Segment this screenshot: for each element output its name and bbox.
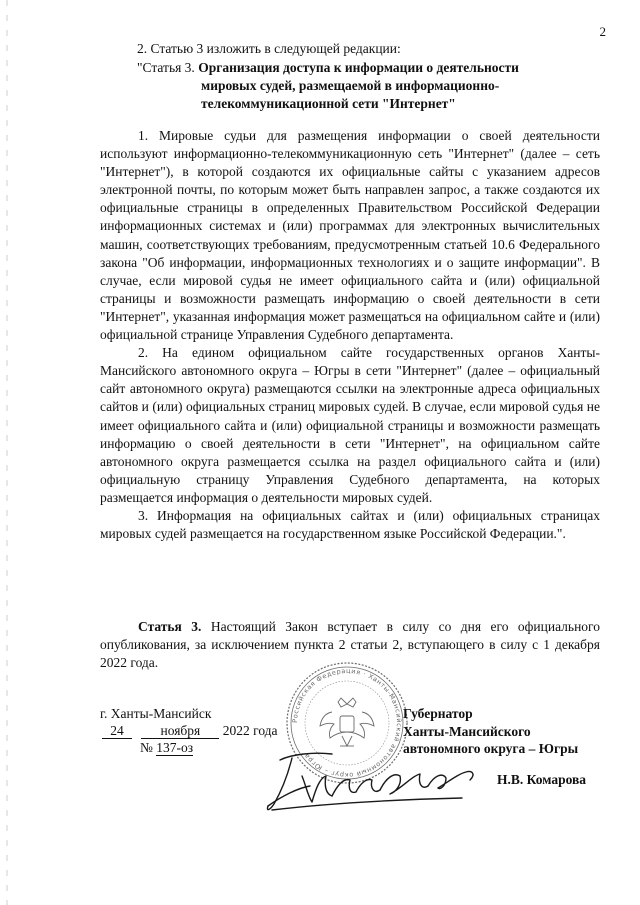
paragraph-3: 3. Информация на официальных сайтах и (или) официальных страницах мировых судей размещается на государственном языке Российской Федерации.".: [100, 507, 600, 542]
page-number: 2: [599, 24, 606, 39]
governor-line2: Ханты-Мансийского: [403, 723, 531, 739]
scan-edge: [6, 0, 8, 905]
amendment-intro: 2. Статью 3 изложить в следующей редакции:: [137, 41, 401, 56]
article-3-heading: [137, 59, 577, 113]
paragraph-1: 1. Мировые судьи для размещения информации о своей деятельности используют информационно-телекоммуникационную сеть "Интернет" (далее – сеть "Интернет"), в которой создаются их официальные сайты с указанием адресов электронной почты, по которым может быть направлен запрос, а также создаются их официальные страницы в определенных Правительством Российской Федерации информационных системах и (или) программах для электронных вычислительных машин, соответствующих требованиям, предусмотренным статьей 10.6 Федерального закона "Об информации, информационных технологиях и о защите информации". В случае, если мировой судья не имеет официального сайта и (или) официальной страницы и возможности размещать информацию о своей деятельности в сети "Интернет", указанная информация может размещаться на официальном сайте и (или) официальной странице Управления Судебного департамента.: [100, 128, 600, 343]
signing-day: 24: [102, 724, 132, 739]
paragraph-2: 2. На едином официальном сайте государственных органов Ханты-Мансийского автономного округа – Югры в сети "Интернет" (далее – официальный сайт автономного округа) размещаются ссылки на электронные адреса официальных сайтов и (или) официальных страниц мировых судей. В случае, если мировой судья не имеет официального сайта и (или) официальной страницы и возможности размещать информацию о своей деятельности в сети "Интернет", на официальном сайте автономного округа размещается ссылка на раздел официального сайта и (или) официальную страницу Управления Судебного департамента, на которых размещается информация о деятельности мировых судей.: [100, 345, 600, 505]
final-article-text: Настоящий Закон вступает в силу со дня его официального опубликования, за исключением пункта 2 статьи 2, вступающего в силу с 1 декабря 2022 года.: [100, 619, 600, 671]
signing-month: ноября: [141, 724, 219, 739]
governor-line1: Губернатор: [403, 706, 473, 721]
signing-city: г. Ханты-Мансийск: [100, 706, 212, 721]
governor-line3: автономного округа – Югры: [403, 741, 579, 756]
article-3-title-line3: телекоммуникационной сети "Интернет": [201, 96, 456, 111]
handwritten-signature: [262, 748, 492, 818]
article-3-title-line2: мировых судей, размещаемой в информационно-: [201, 78, 500, 93]
governor-name: Н.В. Комарова: [497, 772, 587, 787]
signing-date: [102, 723, 278, 739]
signing-year: 2022 года: [222, 723, 278, 738]
law-number-value: 137-оз: [156, 740, 194, 755]
seal-text: Российская Федерация · Ханты-Мансийский автономный округ – Югра: [290, 666, 404, 780]
article-3-prefix: "Статья 3.: [137, 60, 195, 75]
article-3-title-line1: Организация доступа к информации о деятельности: [198, 60, 519, 75]
law-number-prefix: №: [140, 740, 157, 755]
law-number: [140, 740, 193, 756]
article-3-body: [100, 127, 600, 543]
final-article-label: Статья 3.: [138, 619, 202, 634]
